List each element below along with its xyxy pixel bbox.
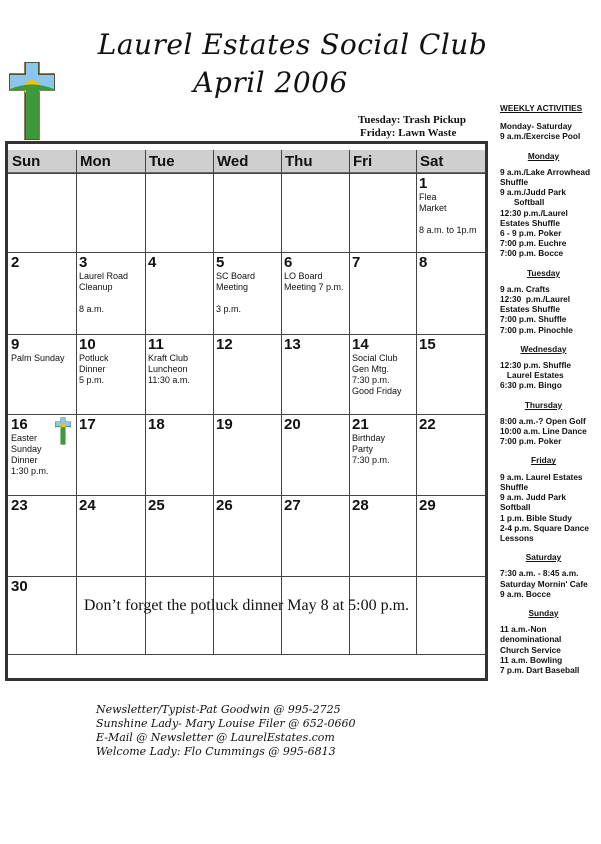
day-number: 11 [148, 336, 164, 353]
day-cell [281, 576, 349, 654]
activity-line: Estates Shuffle [500, 304, 560, 315]
activity-line: 9 a.m./Judd Park [500, 187, 566, 198]
trash-notice: Tuesday: Trash Pickup [358, 114, 467, 126]
day-number: 17 [79, 416, 96, 433]
activity-line: Laurel Estates [500, 370, 564, 381]
grid-line [349, 150, 350, 654]
potluck-reminder: Don’t forget the potluck dinner May 8 at 5:00 p.m. [83, 597, 410, 614]
weekday-header: Fri [349, 150, 416, 173]
day-number: 2 [11, 254, 20, 271]
day-cell [349, 334, 416, 414]
day-event: Easter Sunday Dinner 1:30 p.m. [11, 433, 49, 476]
weekly-intro-line: Monday- Saturday [500, 121, 572, 132]
day-cell [213, 495, 281, 576]
day-event: Birthday Party 7:30 p.m. [352, 433, 390, 465]
day-number: 26 [216, 497, 233, 514]
activity-line: 7:30 a.m. - 8:45 a.m. [500, 568, 579, 579]
day-cell [349, 576, 416, 654]
day-event: LO Board Meeting 7 p.m. [284, 271, 344, 292]
contacts-footer [96, 703, 355, 759]
weekday-header: Mon [76, 150, 145, 173]
day-number: 16 [11, 416, 28, 433]
activity-line: Shuffle [500, 177, 529, 188]
day-number: 12 [216, 336, 233, 353]
day-event: Kraft Club Luncheon 11:30 a.m. [148, 353, 190, 385]
day-cell [416, 495, 485, 576]
day-number: 6 [284, 254, 293, 271]
activity-line: Church Service [500, 644, 561, 655]
day-number: 19 [216, 416, 233, 433]
weekday-header: Wed [213, 150, 281, 173]
grid-line [213, 150, 214, 654]
day-cell [349, 495, 416, 576]
day-number: 23 [11, 497, 28, 514]
lawn-notice: Friday: Lawn Waste [360, 127, 457, 139]
weekly-heading: WEEKLY ACTIVITIES [500, 103, 583, 113]
day-cell [416, 576, 485, 654]
grid-line [416, 150, 417, 654]
activity-line: 6:30 p.m. Bingo [500, 380, 562, 391]
day-number: 18 [148, 416, 165, 433]
activity-line: 11 a.m. Bowling [500, 654, 563, 665]
day-number: 3 [79, 254, 88, 271]
day-cell [76, 576, 145, 654]
activity-line: 2-4 p.m. Square Dance [500, 522, 589, 533]
weekday-activity-heading: Friday [531, 455, 556, 466]
weekly-activities [500, 103, 601, 675]
grid-line [145, 150, 146, 654]
day-cell [8, 414, 76, 495]
day-cell [8, 173, 76, 252]
sunshine-contact: Sunshine Lady- Mary Louise Filer @ 652-0660 [96, 717, 356, 730]
weekday-activity-heading: Thursday [524, 399, 563, 410]
grid-line [76, 150, 77, 654]
day-number: 21 [352, 416, 369, 433]
day-cell [416, 334, 485, 414]
day-event: Social Club Gen Mtg. 7:30 p.m. Good Friday [352, 353, 402, 396]
activity-line: 1 p.m. Bible Study [500, 512, 572, 523]
day-cell [281, 334, 349, 414]
day-cell [213, 334, 281, 414]
month-title: April 2006 [193, 66, 348, 99]
activity-line: 9 a.m. Judd Park [500, 492, 566, 503]
day-event: Palm Sunday [11, 353, 65, 363]
activity-line: 7:00 p.m. Shuffle [500, 314, 567, 325]
day-event: Potluck Dinner 5 p.m. [79, 353, 109, 385]
day-cell [213, 576, 281, 654]
grid-line [8, 173, 485, 174]
grid-line [281, 150, 282, 654]
welcome-contact: Welcome Lady: Flo Cummings @ 995-6813 [96, 745, 336, 758]
day-number: 5 [216, 254, 225, 271]
weekday-header: Sun [8, 150, 76, 173]
day-number: 7 [352, 254, 361, 271]
day-cell [281, 495, 349, 576]
day-cell [76, 414, 145, 495]
day-number: 20 [284, 416, 301, 433]
day-cell [145, 414, 213, 495]
day-cell [145, 334, 213, 414]
day-cell [145, 495, 213, 576]
activity-line: Softball [500, 502, 531, 513]
day-number: 4 [148, 254, 157, 271]
activity-line: 8:00 a.m.-? Open Golf [500, 415, 586, 426]
day-cell [281, 173, 349, 252]
activity-line: Softball [500, 197, 545, 208]
day-number: 29 [419, 497, 436, 514]
day-cell [416, 252, 485, 334]
day-cell [76, 334, 145, 414]
easter-cross-icon [55, 417, 71, 445]
activity-line: 9 a.m. Crafts [500, 283, 550, 294]
activity-line: 10:00 a.m. Line Dance [500, 426, 587, 437]
activity-line: 12:30 p.m./Laurel [500, 207, 568, 218]
day-number: 24 [79, 497, 96, 514]
email-contact: E-Mail @ Newsletter @ LaurelEstates.com [96, 731, 335, 744]
grid-line [8, 334, 485, 335]
day-cell [416, 173, 485, 252]
activity-line: Shuffle [500, 481, 529, 492]
activity-line: Estates Shuffle [500, 217, 560, 228]
day-cell [349, 173, 416, 252]
activity-line: 7:00 p.m. Poker [500, 436, 562, 447]
day-cell [145, 252, 213, 334]
weekday-activity-heading: Tuesday [526, 267, 561, 278]
day-number: 27 [284, 497, 301, 514]
grid-line [8, 495, 485, 496]
weekday-header: Tue [145, 150, 213, 173]
activity-line: 7:00 p.m. Pinochle [500, 324, 573, 335]
club-title: Laurel Estates Social Club [97, 28, 488, 61]
day-cell [213, 414, 281, 495]
activity-line: 7:00 p.m. Bocce [500, 248, 564, 259]
weekday-activity-heading: Wednesday [520, 343, 567, 354]
activity-line: 9 a.m./Lake Arrowhead [500, 166, 591, 177]
day-cell [213, 252, 281, 334]
day-cell [8, 252, 76, 334]
day-number: 25 [148, 497, 165, 514]
day-cell [145, 576, 213, 654]
day-number: 9 [11, 336, 20, 353]
cross-icon [9, 62, 55, 140]
grid-line [8, 576, 485, 577]
activity-line: 12:30 p.m./Laurel [500, 294, 571, 305]
activity-line: 6 - 9 p.m. Poker [500, 228, 562, 239]
grid-line [8, 654, 485, 655]
day-number: 22 [419, 416, 436, 433]
day-number: 10 [79, 336, 96, 353]
activity-line: 7 p.m. Dart Baseball [500, 664, 580, 675]
day-cell [349, 252, 416, 334]
weekly-intro-line: 9 a.m./Exercise Pool [500, 131, 581, 142]
day-cell [349, 414, 416, 495]
activity-line: 9 a.m. Laurel Estates [500, 471, 583, 482]
activity-line: Saturday Mornin' Cafe [500, 578, 588, 589]
day-cell [8, 495, 76, 576]
day-cell [213, 173, 281, 252]
weekday-activity-heading: Saturday [525, 552, 562, 563]
day-number: 1 [419, 175, 428, 192]
day-cell [76, 173, 145, 252]
activity-line: 12:30 p.m. Shuffle [500, 360, 572, 371]
day-number: 13 [284, 336, 301, 353]
day-cell [281, 252, 349, 334]
grid-line [8, 252, 485, 253]
day-event: Flea Market 8 a.m. to 1p.m [419, 192, 477, 235]
activity-line: Lessons [500, 532, 534, 543]
day-cell [8, 334, 76, 414]
day-cell [416, 414, 485, 495]
day-cell [8, 576, 76, 654]
weekday-activity-heading: Sunday [528, 607, 559, 618]
day-number: 28 [352, 497, 369, 514]
day-cell [76, 495, 145, 576]
activity-line: denominational [500, 634, 562, 645]
activity-line: 11 a.m.-Non [500, 624, 547, 635]
calendar-grid [5, 141, 488, 681]
day-event: SC Board Meeting 3 p.m. [216, 271, 256, 314]
pickup-notice [358, 114, 466, 140]
weekday-header: Sat [416, 150, 485, 173]
activity-line: 9 a.m. Bocce [500, 588, 551, 599]
activity-line: 7:00 p.m. Euchre [500, 238, 567, 249]
day-number: 8 [419, 254, 428, 271]
day-event: Laurel Road Cleanup 8 a.m. [79, 271, 129, 314]
grid-line [8, 414, 485, 415]
day-number: 15 [419, 336, 436, 353]
day-cell [281, 414, 349, 495]
day-cell [76, 252, 145, 334]
weekday-activity-heading: Monday [527, 150, 560, 161]
day-number: 30 [11, 578, 28, 595]
day-number: 14 [352, 336, 369, 353]
weekday-header: Thu [281, 150, 349, 173]
newsletter-contact: Newsletter/Typist-Pat Goodwin @ 995-2725 [96, 703, 341, 716]
day-cell [145, 173, 213, 252]
